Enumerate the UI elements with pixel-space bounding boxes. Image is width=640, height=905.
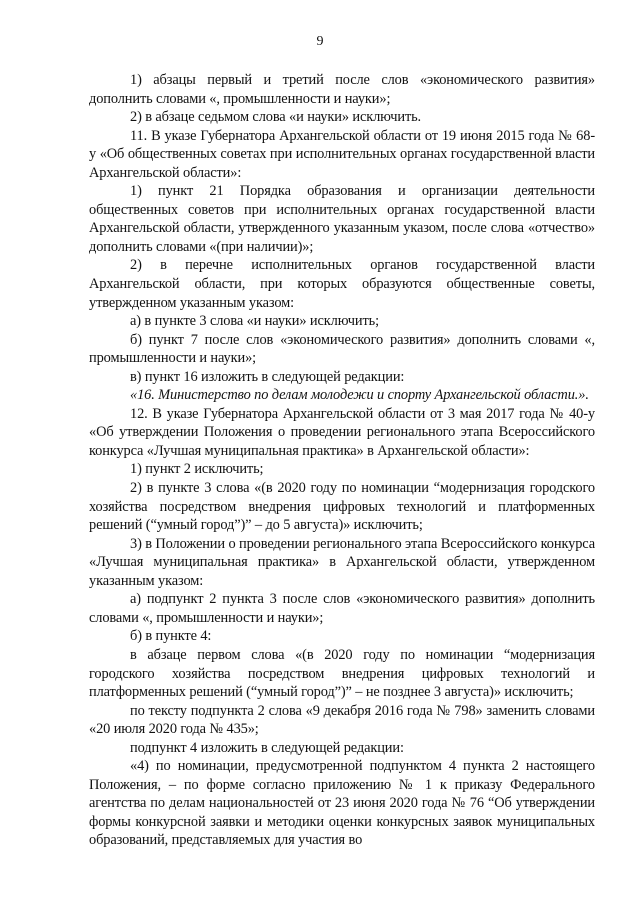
paragraph: в абзаце первом слова «(в 2020 году по номинации “модернизация городского хозяйства посредством внедрения цифровых технологий и платформенных решений (“умный город”)” – не позднее 3 августа)» исключить; [89, 646, 595, 701]
paragraph: а) в пункте 3 слова «и науки» исключить; [130, 313, 379, 330]
paragraph: 2) в перечне исполнительных органов государственной власти Архангельской области, при которых образуются общественные советы, утвержденном указанным указом: [89, 257, 595, 311]
page-number: 9 [316, 34, 324, 49]
paragraph: б) в пункте 4: [130, 628, 212, 645]
paragraph: 2) в абзаце седьмом слова «и науки» исключить. [130, 109, 422, 126]
paragraph: по тексту подпункта 2 слова «9 декабря 2016 года № 798» заменить словами «20 июля 2020 года № 435»; [89, 702, 595, 738]
paragraph: в) пункт 16 изложить в следующей редакции: [130, 368, 405, 385]
paragraph: 1) пункт 2 исключить; [130, 461, 264, 478]
paragraph: 12. В указе Губернатора Архангельской области от 3 мая 2017 года № 40-у «Об утверждении Положения о проведении регионального этапа Всероссийского конкурса «Лучшая муниципальная практика» в Архангельской области»: [89, 405, 595, 459]
paragraph: «4) по номинации, предусмотренной подпунктом 4 пункта 2 настоящего Положения, – по форме согласно приложению № 1 к приказу Федерального агентства по делам национальностей от 23 июня 2020 года № 76 “Об утверждении формы конкурсной заявки и методики оценки конкурсных заявок муниципальных образований, представляемых для участия во [89, 758, 595, 849]
paragraph: 1) пункт 21 Порядка образования и организации деятельности общественных советов при исполнительных органах государственной власти Архангельской области, утвержденного указанным указом, после слова «отчество» дополнить словами «(при наличии)»; [89, 183, 595, 255]
paragraph: б) пункт 7 после слов «экономического развития» дополнить словами «, промышленности и науки»; [89, 331, 595, 367]
document-body [89, 71, 595, 850]
paragraph: «16. Министерство по делам молодежи и спорту Архангельской области.». [130, 387, 589, 404]
paragraph: 2) в пункте 3 слова «(в 2020 году по номинации “модернизация городского хозяйства посредством внедрения цифровых технологий и платформенных решений (“умный город”)” – до 5 августа)» исключить; [89, 480, 595, 534]
paragraph: 3) в Положении о проведении регионального этапа Всероссийского конкурса «Лучшая муниципальная практика» в Архангельской области, утвержденном указанным указом: [89, 535, 595, 589]
paragraph: 1) абзацы первый и третий после слов «экономического развития» дополнить словами «, промышленности и науки»; [89, 72, 595, 107]
paragraph: 11. В указе Губернатора Архангельской области от 19 июня 2015 года № 68-у «Об общественных советах при исполнительных органах государственной власти Архангельской области»: [89, 127, 595, 181]
paragraph: подпункт 4 изложить в следующей редакции: [130, 739, 404, 756]
paragraph: а) подпункт 2 пункта 3 после слов «экономического развития» дополнить словами «, промышленности и науки»; [89, 591, 595, 626]
